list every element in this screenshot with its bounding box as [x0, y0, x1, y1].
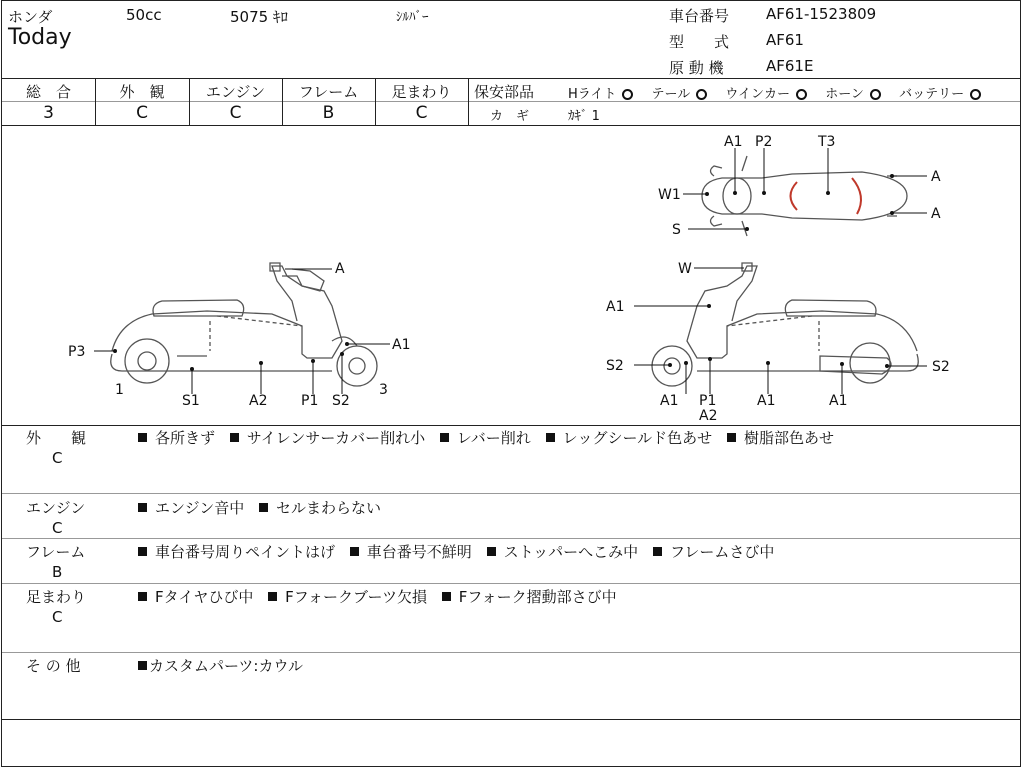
frame-no: AF61-1523809: [766, 5, 877, 23]
overall-grade: 3: [43, 103, 54, 123]
diagram-label: S: [672, 222, 681, 238]
note-item: 車台番号周りペイントはげ: [155, 543, 336, 561]
engine-model-label: 原 動 機: [669, 59, 724, 77]
engine-grade: C: [229, 103, 242, 123]
note-item: サイレンサーカバー削れ小: [246, 429, 426, 447]
diagram-label: 1: [115, 382, 124, 398]
note-item: 樹脂部色あせ: [743, 429, 834, 447]
note-item: レバー削れ: [456, 429, 531, 447]
note-label: 足まわり: [26, 588, 87, 606]
diagram-label: A2: [249, 393, 268, 409]
scooter-right-view: [652, 263, 918, 386]
safety-item-winker: ウインカー: [725, 87, 791, 102]
displacement: 50cc: [126, 6, 162, 24]
note-item: フレームさび中: [669, 543, 775, 561]
maker: ホンダ: [8, 8, 53, 26]
damage-diagram: [2, 126, 1020, 426]
diagram-label: A1: [606, 299, 625, 315]
diagram-label: A1: [757, 393, 776, 409]
safety-items: [568, 83, 981, 102]
note-item: Fフォークブーツ欠損: [285, 588, 427, 606]
note-item: 各所きず: [155, 429, 216, 447]
exterior-label: 外 観: [119, 83, 165, 101]
scooter-top-view: [702, 156, 907, 236]
note-items: [138, 427, 844, 448]
diagram-label: S2: [332, 393, 350, 409]
diagram-label: A2: [699, 408, 718, 424]
type-label: 型 式: [669, 33, 730, 51]
note-item: Fフォーク摺動部さび中: [458, 588, 617, 606]
exterior-grade: C: [136, 103, 148, 123]
diagram-label: P1: [301, 393, 319, 409]
suspension-grade: C: [415, 103, 428, 123]
note-items: [138, 497, 391, 518]
diagram-label: A1: [724, 134, 743, 150]
ok-mark: [622, 89, 633, 100]
diagram-label: S1: [182, 393, 200, 409]
note-label: エンジン: [26, 499, 86, 517]
note-grade: B: [52, 563, 63, 581]
note-label: フレーム: [26, 543, 86, 561]
suspension-label: 足まわり: [391, 83, 452, 101]
note-item: Fタイヤひび中: [155, 588, 254, 606]
note-label: そ の 他: [26, 657, 81, 675]
model-name: Today: [8, 25, 72, 50]
diagram-label: P1: [699, 393, 717, 409]
engine-model-value: AF61E: [766, 57, 814, 75]
safety-item-battery: バッテリー: [899, 87, 965, 102]
note-item: エンジン音中: [155, 499, 245, 517]
ok-mark: [696, 89, 707, 100]
diagram-label: A1: [829, 393, 848, 409]
color: ｼﾙﾊﾞｰ: [396, 10, 429, 25]
diagram-label: A1: [392, 337, 411, 353]
note-grade: C: [52, 449, 63, 467]
diagram-label: A: [931, 206, 941, 222]
note-label: 外 観: [26, 429, 87, 447]
frame-no-label: 車台番号: [669, 7, 730, 25]
engine-label: エンジン: [205, 83, 266, 101]
type-value: AF61: [766, 31, 804, 49]
safety-label: 保安部品: [474, 83, 535, 101]
diagram-label: W1: [658, 187, 681, 203]
safety-item-horn: ホーン: [825, 87, 864, 102]
note-item: レッグシールド色あせ: [562, 429, 713, 447]
note-items: [138, 655, 313, 676]
key-label: カ ギ: [490, 109, 530, 124]
divider: [2, 78, 1020, 79]
note-item: セルまわらない: [276, 499, 382, 517]
note-item: カスタムパーツ:カウル: [149, 657, 304, 675]
note-items: [138, 541, 784, 562]
frame-label: フレーム: [298, 83, 359, 101]
overall-label: 総 合: [25, 83, 71, 101]
ok-mark: [796, 89, 807, 100]
note-items: [138, 586, 627, 607]
ok-mark: [970, 89, 981, 100]
diagram-label: T3: [818, 134, 836, 150]
frame-grade: B: [322, 103, 335, 123]
diagram-label: A: [335, 261, 345, 277]
diagram-label: 3: [379, 382, 388, 398]
diagram-label: P3: [68, 344, 86, 360]
safety-item-headlight: Hライト: [568, 87, 617, 102]
scooter-left-view: [111, 263, 377, 386]
mileage: 5075 ｷﾛ: [230, 8, 288, 26]
diagram-label: A: [931, 169, 941, 185]
diagram-label: P2: [755, 134, 773, 150]
note-item: 車台番号不鮮明: [366, 543, 472, 561]
diagram-label: S2: [606, 358, 624, 374]
note-item: ストッパーへこみ中: [503, 543, 639, 561]
note-grade: C: [52, 608, 63, 626]
key-value: ｶｷﾞ 1: [568, 109, 600, 124]
diagram-label: A1: [660, 393, 679, 409]
diagram-label: S2: [932, 359, 950, 375]
safety-item-tail: テール: [651, 87, 691, 102]
ok-mark: [870, 89, 881, 100]
inspection-sheet: [1, 0, 1021, 767]
note-grade: C: [52, 519, 63, 537]
diagram-label: W: [678, 261, 692, 277]
